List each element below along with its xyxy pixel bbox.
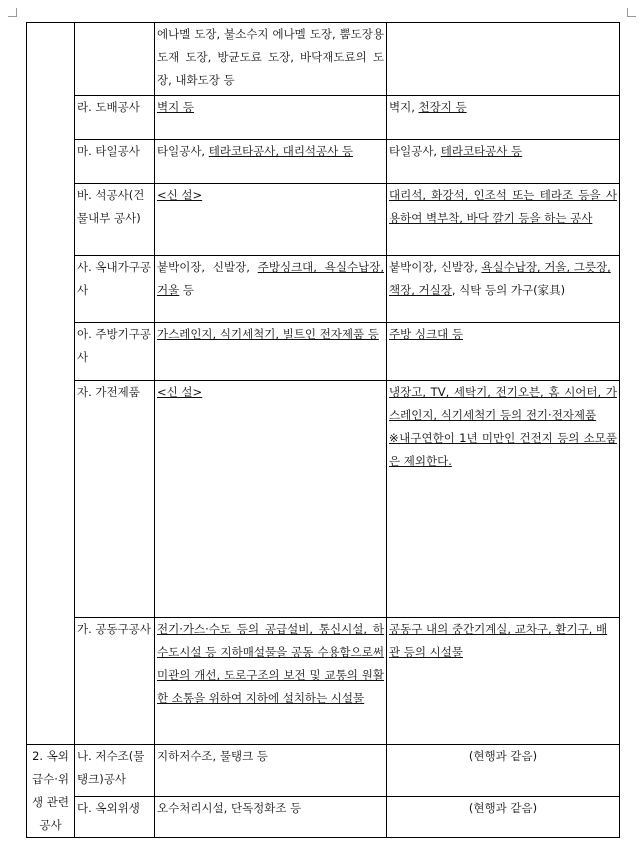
item-cell-blank — [75, 23, 155, 96]
item-cell: 라. 도배공사 — [75, 96, 155, 140]
revised-cell: 냉장고, TV, 세탁기, 전기오븐, 홈 시어터, 가스레인지, 식기세척기 등의 전기·전자제품 ※내구연한이 1년 미만인 건전지 등의 소모품은 제외한다. — [387, 381, 620, 618]
current-cell: <신 설> — [155, 184, 387, 256]
current-cell: 전기·가스·수도 등의 공급설비, 통신시설, 하수도시설 등 지하매설물을 공동 수용함으로써 미관의 개선, 도로구조의 보전 및 교통의 원활한 소통을 위하여 지하에 설치하는 시설물 — [155, 618, 387, 745]
table-row — [27, 796, 620, 837]
table-row — [27, 618, 620, 745]
current-cell: 벽지 등 — [155, 96, 387, 140]
current-cell: 에나멜 도장, 불소수지 에나멜 도장, 뿜도장용 도재 도장, 방균도료 도장, 바닥재도료의 도장, 내화도장 등 — [155, 23, 387, 96]
table-row — [27, 184, 620, 256]
revised-cell: 벽지, 천장지 등 — [387, 96, 620, 140]
current-cell: 지하저수조, 물탱크 등 — [155, 745, 387, 797]
revised-cell: (현행과 같음) — [387, 796, 620, 837]
table-row — [27, 745, 620, 797]
table-row — [27, 256, 620, 323]
revised-cell: 공동구 내의 중간기계실, 교차구, 환기구, 배관 등의 시설물 — [387, 618, 620, 745]
current-cell: 오수처리시설, 단독정화조 등 — [155, 796, 387, 837]
revised-cell-blank — [387, 23, 620, 96]
current-cell: 가스레인지, 식기세척기, 빌트인 전자제품 등 — [155, 323, 387, 381]
table-row — [27, 23, 620, 96]
table-row — [27, 140, 620, 184]
item-cell: 사. 옥내가구공사 — [75, 256, 155, 323]
note-text: ※내구연한이 1년 미만인 건전지 등의 소모품은 제외한다. — [389, 431, 617, 468]
item-cell: 아. 주방기구공사 — [75, 323, 155, 381]
item-cell: 자. 가전제품 — [75, 381, 155, 618]
table-row — [27, 96, 620, 140]
item-cell: 바. 석공사(건물내부 공사) — [75, 184, 155, 256]
current-cell: 타일공사, 테라코타공사, 대리석공사 등 — [155, 140, 387, 184]
item-cell: 마. 타일공사 — [75, 140, 155, 184]
current-cell: 붙박이장, 신발장, 주방싱크대, 욕실수납장, 거울 등 — [155, 256, 387, 323]
table-row — [27, 381, 620, 618]
table-row — [27, 323, 620, 381]
current-cell: <신 설> — [155, 381, 387, 618]
item-cell: 나. 저수조(물탱크)공사 — [75, 745, 155, 797]
revised-cell: 대리석, 화강석, 인조석 또는 테라조 등을 사용하여 벽부착, 바닥 깔기 등을 하는 공사 — [387, 184, 620, 256]
category-cell-blank — [27, 23, 75, 745]
comparison-table — [26, 22, 620, 838]
item-cell: 다. 옥외위생 — [75, 796, 155, 837]
revised-cell: 붙박이장, 신발장, 욕실수납장, 거울, 그릇장, 책장, 거실장, 식탁 등의 가구(家具) — [387, 256, 620, 323]
revised-cell: 타일공사, 테라코타공사 등 — [387, 140, 620, 184]
revised-cell: (현행과 같음) — [387, 745, 620, 797]
page-corner-mark-top-left — [8, 8, 17, 17]
revised-cell: 주방 싱크대 등 — [387, 323, 620, 381]
item-cell: 가. 공동구공사 — [75, 618, 155, 745]
category-cell: 2. 옥외급수·위생 관련 공사 — [27, 745, 75, 838]
page-corner-mark-top-right — [627, 8, 636, 17]
